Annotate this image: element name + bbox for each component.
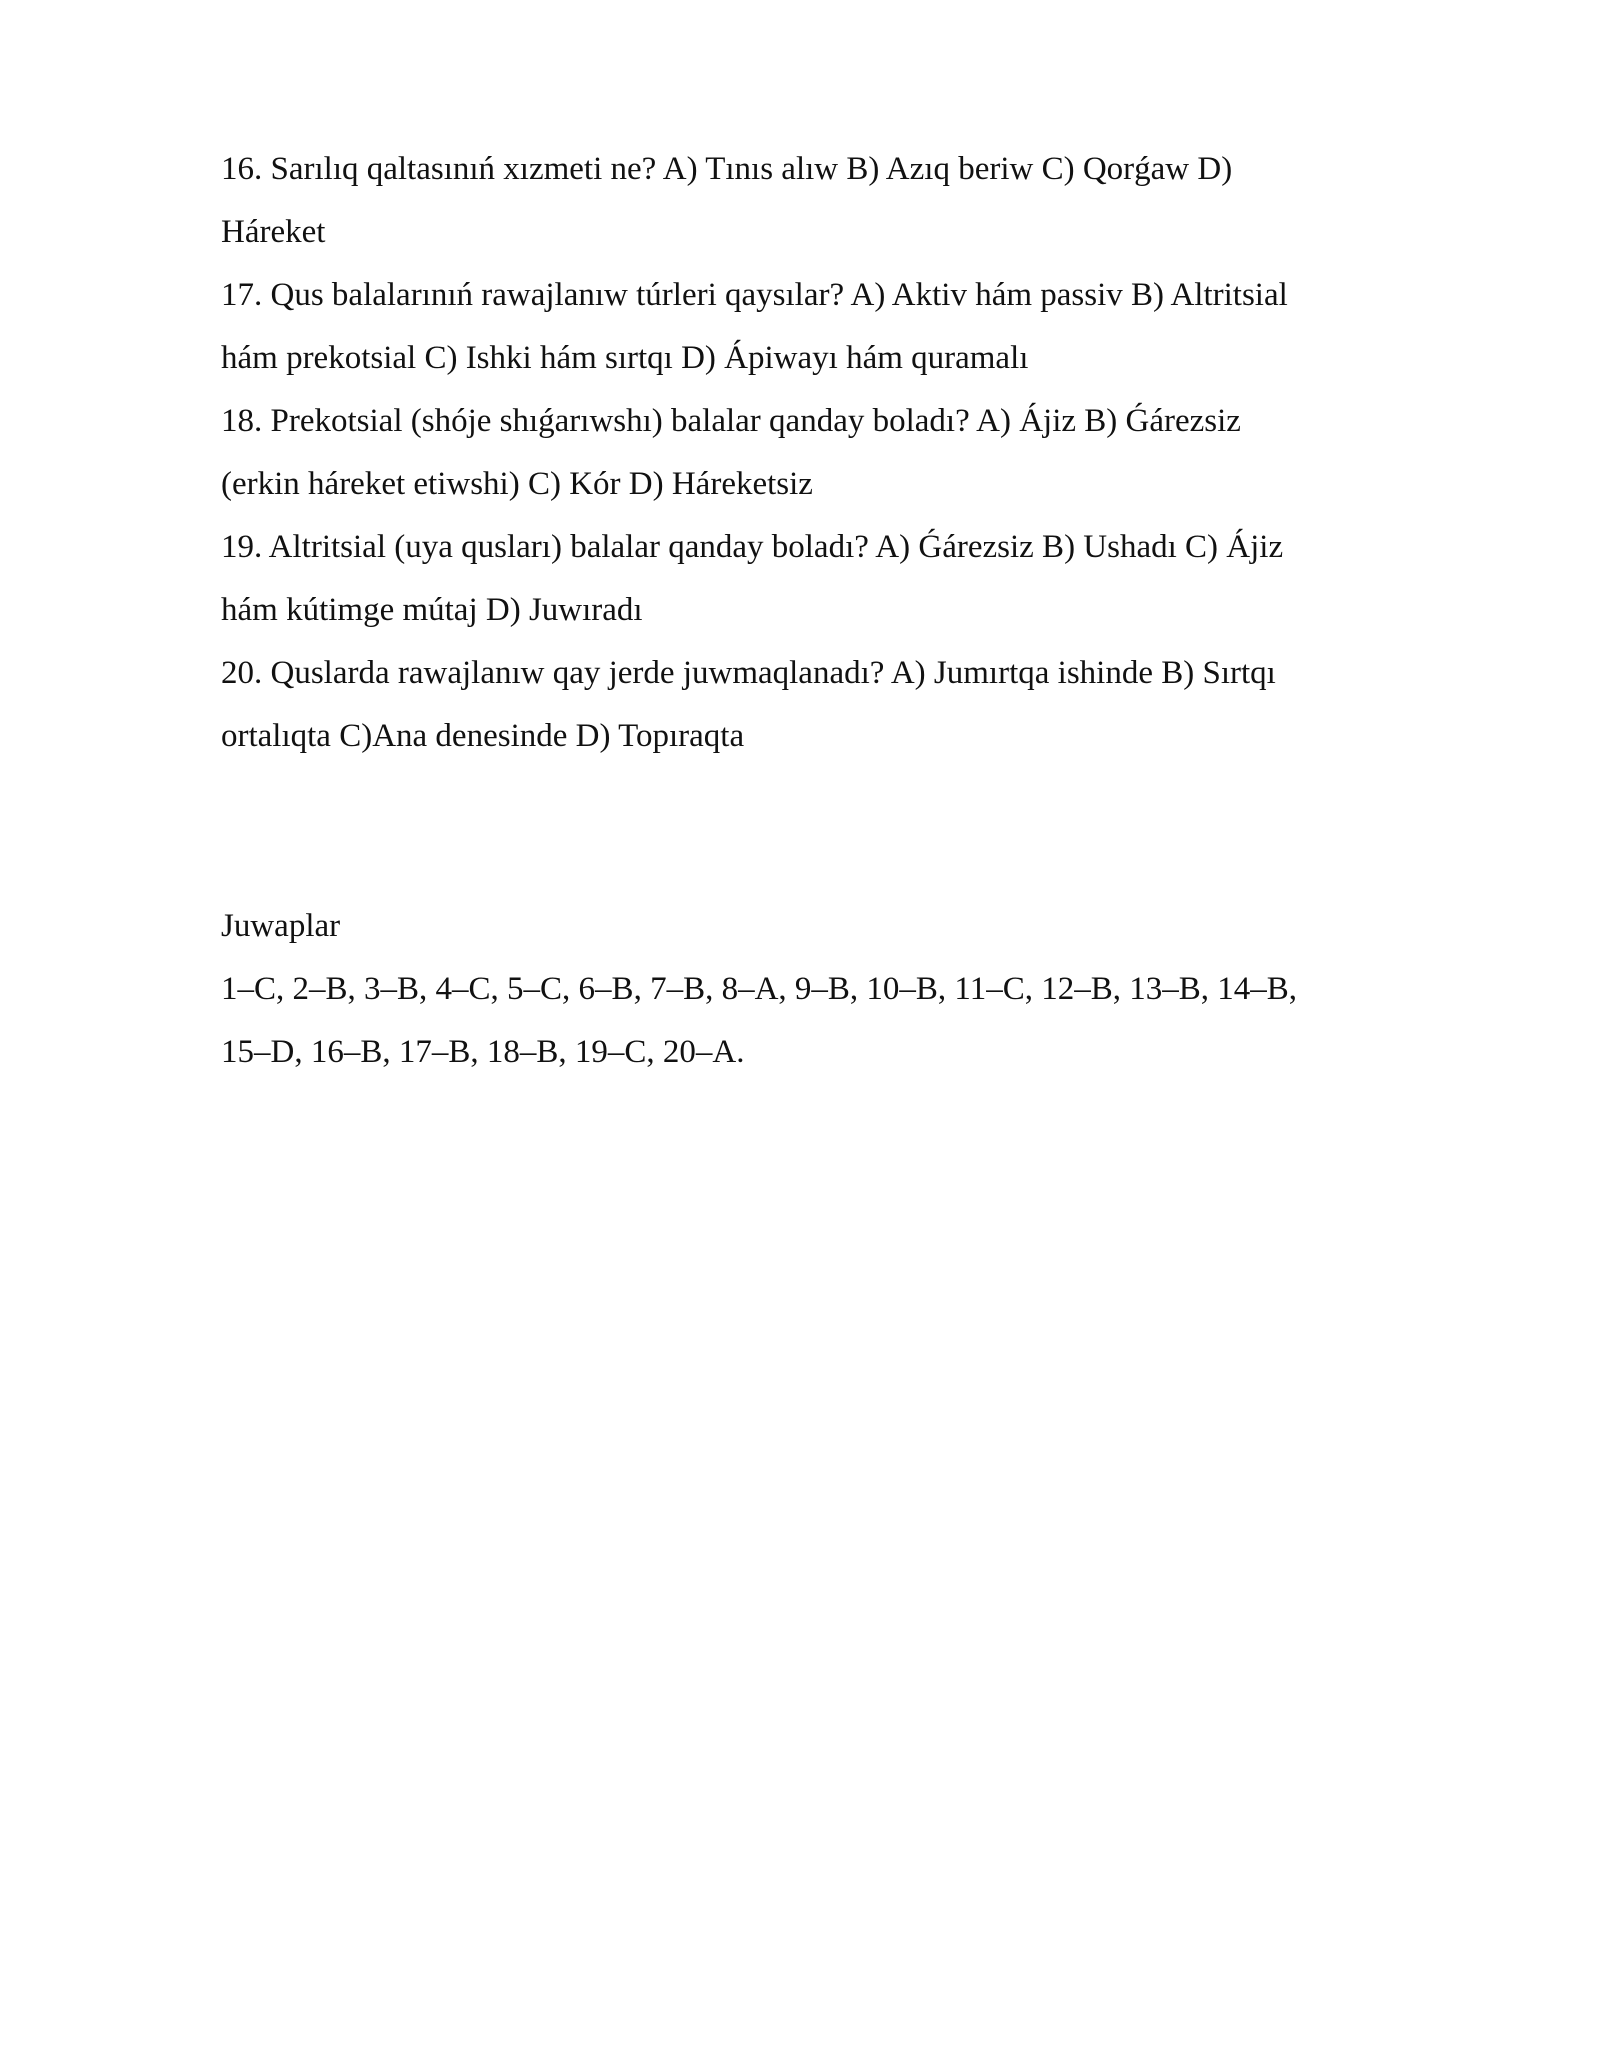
answer-key	[221, 895, 1431, 1084]
question-18-line-2: (erkin háreket etiwshi) C) Kór D) Háreketsiz	[221, 466, 813, 502]
answer-key-line-1: 1–C, 2–B, 3–B, 4–C, 5–C, 6–B, 7–B, 8–A, 9–B, 10–B, 11–C, 12–B, 13–B, 14–B,	[221, 971, 1297, 1007]
question-17	[221, 264, 1431, 390]
question-17-line-2: hám prekotsial C) Ishki hám sırtqı D) Ápiwayı hám quramalı	[221, 340, 1029, 376]
question-18-line-1: 18. Prekotsial (shóje shıǵarıwshı) balalar qanday boladı? A) Ájiz B) Ǵárezsiz	[221, 403, 1241, 439]
question-16-line-2: Háreket	[221, 214, 326, 250]
question-16	[221, 138, 1431, 264]
answer-key-line-2: 15–D, 16–B, 17–B, 18–B, 19–C, 20–A.	[221, 1034, 745, 1070]
question-16-line-1: 16. Sarılıq qaltasınıń xızmeti ne? A) Tınıs alıw B) Azıq beriw C) Qorǵaw D)	[221, 151, 1233, 187]
question-18	[221, 390, 1431, 516]
answer-key-heading: Juwaplar	[221, 908, 341, 944]
question-20-line-1: 20. Quslarda rawajlanıw qay jerde juwmaqlanadı? A) Jumırtqa ishinde B) Sırtqı	[221, 655, 1276, 691]
question-19	[221, 516, 1431, 642]
question-20-line-2: ortalıqta C)Ana denesinde D) Topıraqta	[221, 718, 745, 754]
question-19-line-1: 19. Altritsial (uya qusları) balalar qanday boladı? A) Ǵárezsiz B) Ushadı C) Ájiz	[221, 529, 1284, 565]
question-19-line-2: hám kútimge mútaj D) Juwıradı	[221, 592, 643, 628]
question-list	[221, 138, 1431, 768]
question-20	[221, 642, 1431, 768]
question-17-line-1: 17. Qus balalarınıń rawajlanıw túrleri qaysılar? A) Aktiv hám passiv B) Altritsial	[221, 277, 1288, 313]
